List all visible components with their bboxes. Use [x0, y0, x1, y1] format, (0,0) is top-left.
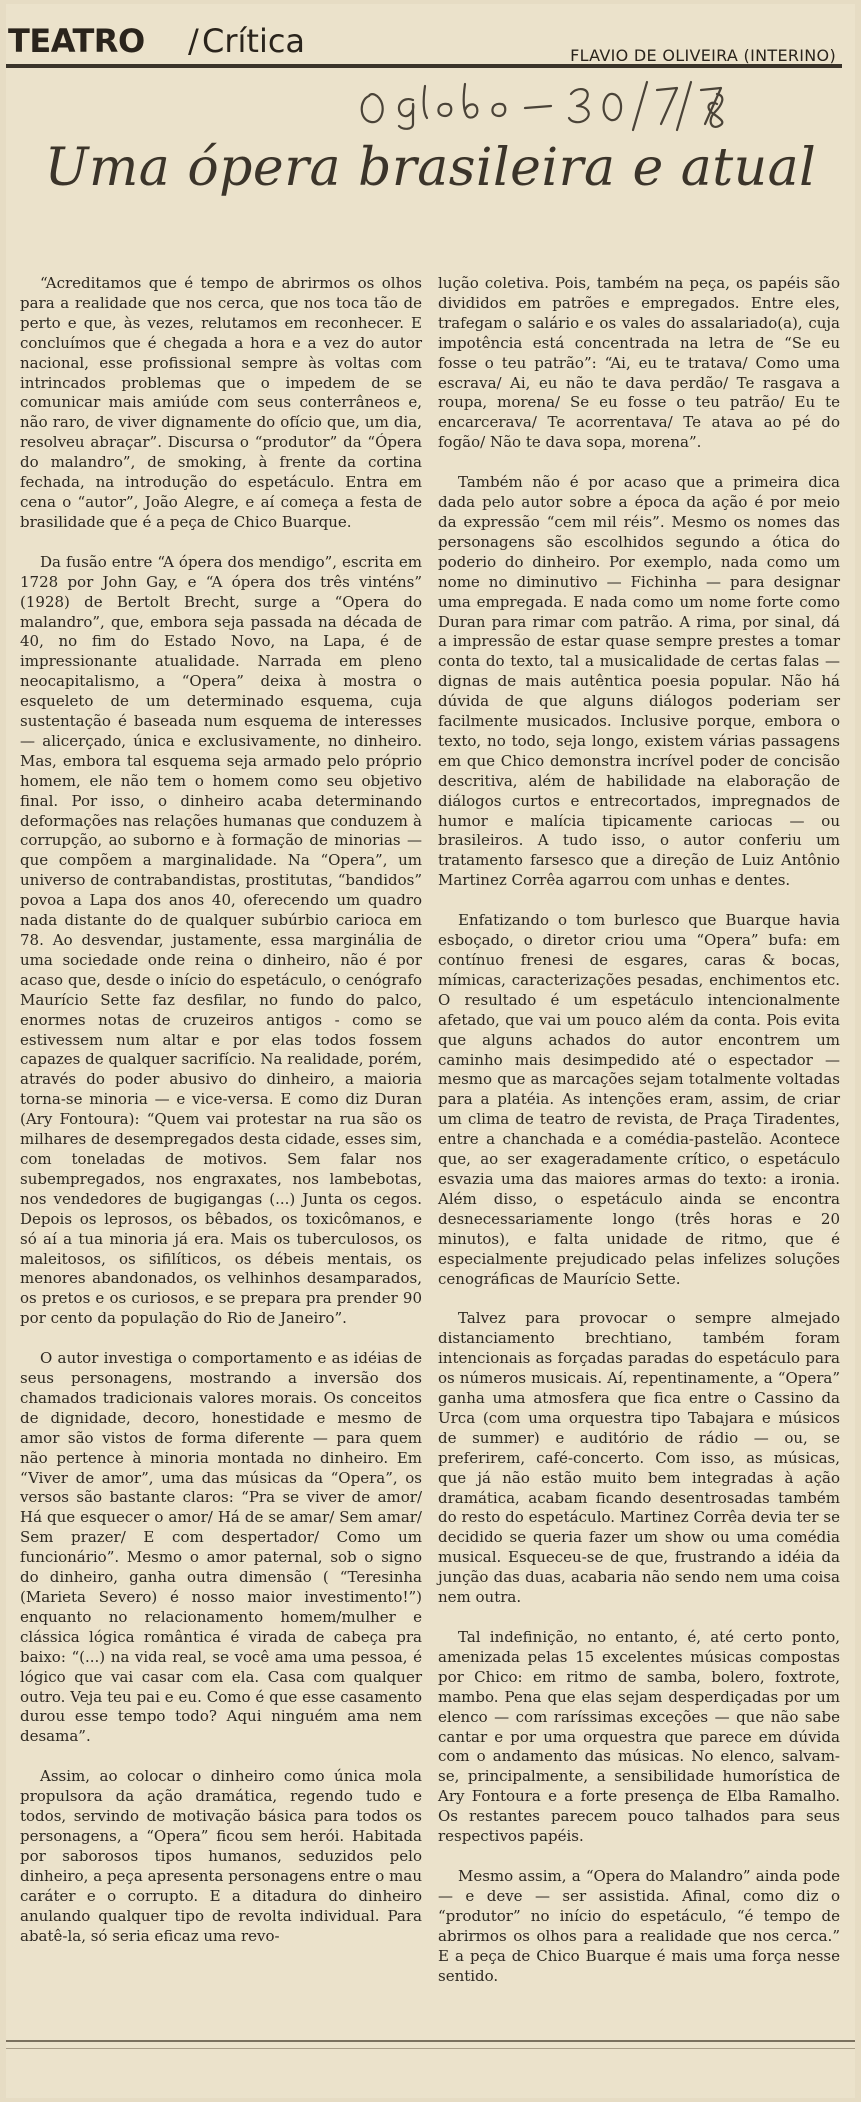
article-paragraph: Da fusão entre “A ópera dos mendigo”, escrita em 1728 por John Gay, e “A ópera dos três vinténs” (1928) de Bertolt Brecht, surge a “Opera do malandro”, que, embora seja passada na década de 40, no fim do Estado Novo, na Lapa, é de impressionante atualidade. Narrada em pleno neocapitalismo, a “Opera” deixa à mostra o esqueleto de um determinado esquema, cuja sustentação é baseada num esquema de interesses — alicerçado, única e exclusivamente, no dinheiro. Mas, embora tal esquema seja armado pelo próprio homem, ele não tem o homem como seu objetivo final. Por isso, o dinheiro acaba determinando deformações nas relações humanas que conduzem à corrupção, ao suborno e à formação de minorias — que compõem a marginalidade. Na “Opera”, um universo de contrabandistas, prostitutas, “bandidos” povoa a Lapa dos anos 40, oferecendo um quadro nada distante do de qualquer subúrbio carioca em 78. Ao desvendar, justamente, essa marginália de uma sociedade onde reina o dinheiro, não é por acaso que, desde o início do espetáculo, o cenógrafo Maurício Sette faz desfilar, no fundo do palco, enormes notas de cruzeiros antigos - como se estivessem num altar e por elas todos fossem capazes de qualquer sacrifício. Na realidade, porém, através do poder abusivo do dinheiro, a maioria torna-se minoria — e vice-versa. E como diz Duran (Ary Fontoura): “Quem vai protestar na rua são os milhares de desempregados desta cidade, esses sim, com toneladas de motivos. Sem falar nos subempregados, nos engraxates, nos lambebotas, nos vendedores de bugigangas (...) Junta os cegos. Depois os leprosos, os bêbados, os toxicômanos, e só aí a tua minoria já era. Mais os tuberculosos, os maleitosos, os sifilíticos, os débeis mentais, os menores abandonados, os velhinhos desamparados, os pretos e os curiosos, e se prepara pra prender 90 por cento da população do Rio de Janeiro”. — [20, 552, 422, 1328]
section-subtitle: Crítica — [202, 22, 306, 60]
article-column-left — [20, 274, 422, 1966]
article-paragraph: Mesmo assim, a “Opera do Malandro” ainda pode — e deve — ser assistida. Afinal, como diz o “produtor” no início do espetáculo, “é tempo de abrirmos os olhos para a realidade que nos cerca.” E a peça de Chico Buarque é mais uma força nesse sentido. — [438, 1866, 840, 1985]
article-paragraph: Talvez para provocar o sempre almejado distanciamento brechtiano, também foram intencionais as forçadas paradas do espetáculo para os números musicais. Aí, repentinamente, a “Opera” ganha uma atmosfera que fica entre o Cassino da Urca (com uma orquestra tipo Tabajara e músicos de summer) e auditório de rádio — ou, se preferirem, café-concerto. Com isso, as músicas, que já não estão muito bem integradas à ação dramática, acabam ficando desentrosadas também do resto do espetáculo. Martinez Corrêa devia ter se decidido se queria fazer um show ou uma comédia musical. Esqueceu-se de que, frustrando a idéia da junção das duas, acabaria não sendo nem uma coisa nem outra. — [438, 1309, 840, 1607]
article-column-right — [438, 274, 840, 2006]
section-name: TEATRO — [8, 22, 145, 60]
handwritten-date-note — [355, 76, 735, 132]
section-slash: / — [188, 22, 199, 60]
bottom-rule — [6, 2040, 855, 2042]
headline: Uma ópera brasileira e atual — [44, 138, 817, 198]
article-paragraph: Tal indefinição, no entanto, é, até certo ponto, amenizada pelas 15 excelentes músicas compostas por Chico: em ritmo de samba, bolero, foxtrote, mambo. Pena que elas sejam desperdiçadas por um elenco — com raríssimas exceções — que não sabe cantar e por uma orquestra que parece em dúvida com o andamento das músicas. No elenco, salvam-se, principalmente, a sensibilidade humorística de Ary Fontoura e a forte presença de Elba Ramalho. Os restantes parecem pouco talhados para seus respectivos papéis. — [438, 1628, 840, 1846]
article-paragraph: Enfatizando o tom burlesco que Buarque havia esboçado, o diretor criou uma “Opera” bufa: em contínuo frenesi de esgares, caras & bocas, mímicas, caracterizações pesadas, enchimentos etc. O resultado é um espetáculo intencionalmente afetado, que vai um pouco além da conta. Pois evita que alguns achados do autor encontrem um caminho mais desimpedido até o espectador — mesmo que as marcações sejam totalmente voltadas para a platéia. As intenções eram, assim, de criar um clima de teatro de revista, de Praça Tiradentes, entre a chanchada e a comédia-pastelão. Acontece que, ao ser exageradamente crítico, o espetáculo esvazia uma das maiores armas do texto: a ironia. Além disso, o espetáculo ainda se encontra desnecessariamente longo (três horas e 20 minutos), e falta unidade de ritmo, que é especialmente prejudicado pelas infelizes soluções cenográficas de Maurício Sette. — [438, 911, 840, 1288]
article-paragraph: Assim, ao colocar o dinheiro como única mola propulsora da ação dramática, regendo tudo e todos, servindo de motivação básica para todos os personagens, a “Opera” ficou sem herói. Habitada por saborosos tipos humanos, seduzidos pelo dinheiro, a peça apresenta personagens entre o mau caráter e o corrupto. E a ditadura do dinheiro anulando qualquer tipo de revolta individual. Para abatê-la, só seria eficaz uma revo- — [20, 1767, 422, 1945]
bottom-rule-secondary — [6, 2048, 855, 2049]
article-paragraph: O autor investiga o comportamento e as idéias de seus personagens, mostrando a inversão dos chamados tradicionais valores morais. Os conceitos de dignidade, decoro, honestidade e mesmo de amor são vistos de forma diferente — para quem não pertence à minoria montada no dinheiro. Em “Viver de amor”, uma das músicas da “Opera”, os versos são bastante claros: “Pra se viver de amor/ Há que esquecer o amor/ Há de se amar/ Sem amar/ Sem prazer/ E com despertador/ Como um funcionário”. Mesmo o amor paternal, sob o signo do dinheiro, ganha outra dimensão ( “Teresinha (Marieta Severo) é nosso maior investimento!”) enquanto no relacionamento homem/mulher e clássica lógica romântica é virada de cabeça pra baixo: “(...) na vida real, se você ama uma pessoa, é lógico que vai casar com ela. Casa com qualquer outro. Veja teu pai e eu. Como é que esse casamento durou esse tempo todo? Aqui ninguém ama nem desama”. — [20, 1349, 422, 1746]
byline: FLAVIO DE OLIVEIRA (INTERINO) — [570, 46, 836, 65]
article-paragraph: “Acreditamos que é tempo de abrirmos os olhos para a realidade que nos cerca, que nos toca tão de perto e que, às vezes, relutamos em reconhecer. E concluímos que é chegada a hora e a vez do autor nacional, esse profissional sempre às voltas com intrincados problemas que o impedem de se comunicar mais amiúde com seus conterrâneos e, não raro, de viver dignamente do ofício que, um dia, resolveu abraçar”. Discursa o “produtor” da “Ópera do malandro”, de smoking, à frente da cortina fechada, na introdução do espetáculo. Entra em cena o “autor”, João Alegre, e aí começa a festa de brasilidade que é a peça de Chico Buarque. — [20, 274, 422, 531]
article-paragraph: Também não é por acaso que a primeira dica dada pelo autor sobre a época da ação é por meio da expressão “cem mil réis”. Mesmo os nomes das personagens são escolhidos segundo a ótica do poderio do dinheiro. Por exemplo, nada como um nome no diminutivo — Fichinha — para designar uma empregada. E nada como um nome forte como Duran para rimar com patrão. A rima, por sinal, dá a impressão de estar quase sempre prestes a tomar conta do texto, tal a musicalidade de certas falas — dignas de mais autêntica poesia popular. Não há dúvida de que alguns diálogos poderiam ser facilmente musicados. Inclusive porque, embora o texto, no todo, seja longo, existem várias passagens em que Chico demonstra incrível poder de concisão descritiva, além de habilidade na elaboração de diálogos curtos e entrecortados, impregnados de humor e malícia tipicamente cariocas — ou brasileiros. A tudo isso, o autor conferiu um tratamento farsesco que a direção de Luiz Antônio Martinez Corrêa agarrou com unhas e dentes. — [438, 473, 840, 890]
section-header — [6, 20, 842, 68]
article-paragraph: lução coletiva. Pois, também na peça, os papéis são divididos em patrões e empregados. Entre eles, trafegam o salário e os vales do assalariado(a), cuja impotência está concentrada na letra de “Se eu fosse o teu patrão”: “Ai, eu te tratava/ Como uma escrava/ Ai, eu não te dava perdão/ Te rasgava a roupa, morena/ Se eu fosse o teu patrão/ Eu te encarcerava/ Te acorrentava/ Te atava ao pé do fogão/ Não te dava sopa, morena”. — [438, 274, 840, 452]
